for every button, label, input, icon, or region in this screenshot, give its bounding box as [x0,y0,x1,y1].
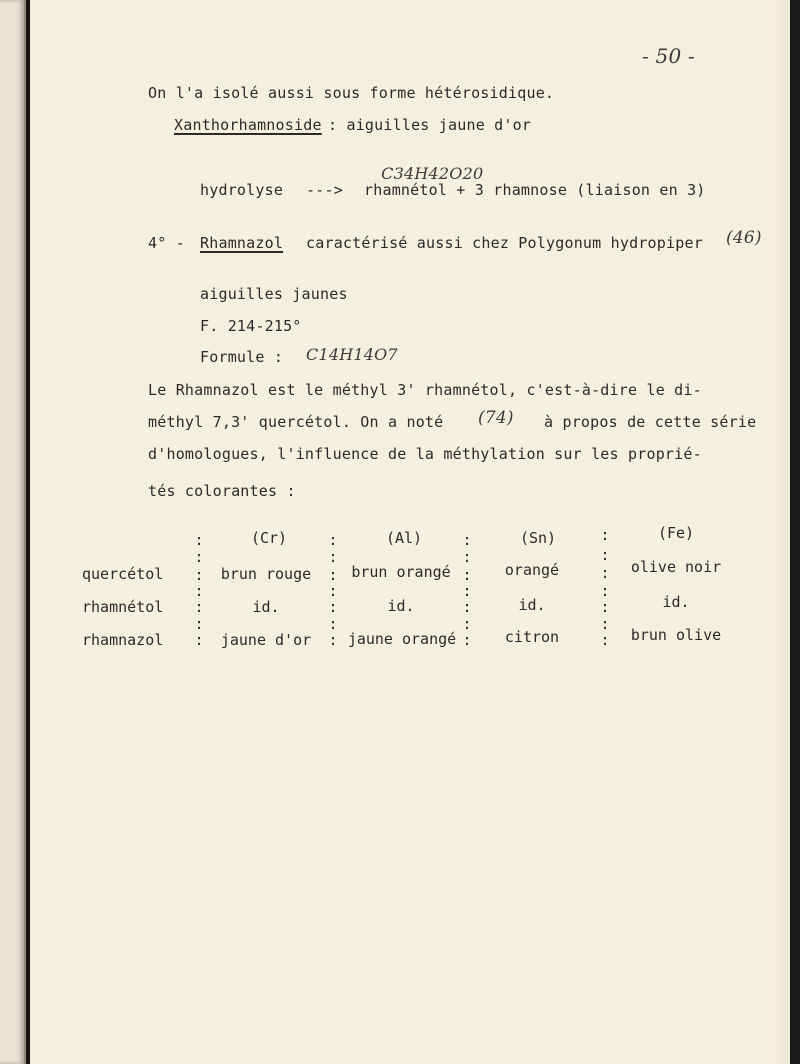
xanthorhamnoside-description: : aiguilles jaune d'or [328,116,532,134]
document-page: - 50 - On l'a isolé aussi sous forme hétérosidique. Xanthorhamnoside : aiguilles jaune d'or C34H42O20 hydrolyse ---> rhamnétol + 3 rhamnose (liaison en 3) 4° - Rhamnazol caractérisé aussi chez Polygonum hydropiper (46) aiguilles jaunes F. 214-215° Formule : C14H14O7 Le Rhamnazol est le méthyl 3' rhamnétol, c'est-à-dire le di- méthyl 7,3' quercétol. On a noté (74) à propos de cette série d'homologues, l'influence de la méthylation sur les proprié- tés colorantes : (Cr) (Al) (Sn) (Fe) : : : : : : : : : : : : : : : : : : : : : : : : : : : : quercétol brun rouge brun orangé orangé olive noir rhamnétol id. id. id. id. rhamnazol jaune d'or jaune orangé citron brun olive [30,0,790,1064]
table-header-al: (Al) [385,529,423,547]
reference-74: (74) [478,408,514,428]
rhamnazol-name: Rhamnazol [200,234,284,252]
item-4-prefix: 4° - [148,234,185,252]
table-header-cr: (Cr) [250,529,288,547]
paragraph-line-4: tés colorantes : [148,482,296,500]
fusion-point: F. 214-215° [200,317,302,335]
aiguilles-jaunes: aiguilles jaunes [200,285,348,303]
table-header-fe: (Fe) [657,524,695,542]
cell-quercetol-sn: orangé [504,561,560,579]
cell-quercetol-fe: olive noir [630,558,722,576]
page-number: - 50 - [642,44,695,68]
row-label-rhamnazol: rhamnazol [82,631,164,649]
cell-rhamnazol-al: jaune orangé [347,630,457,648]
formula-rhamnazol: C14H14O7 [306,345,398,364]
cell-rhamnazol-fe: brun olive [630,626,722,644]
cell-quercetol-al: brun orangé [351,563,451,581]
rhamnazol-description: caractérisé aussi chez Polygonum hydropiper [306,234,703,252]
paragraph-line-2b: à propos de cette série [544,413,757,431]
cell-rhamnetol-fe: id. [662,593,690,611]
intro-line: On l'a isolé aussi sous forme hétérosidique. [148,84,555,102]
row-label-quercetol: quercétol [82,565,164,583]
paragraph-line-3: d'homologues, l'influence de la méthylation sur les proprié- [148,445,702,463]
cell-quercetol-cr: brun rouge [220,565,312,583]
hydrolyse-result: rhamnétol + 3 rhamnose (liaison en 3) [364,181,706,199]
hydrolyse-label: hydrolyse [200,181,284,199]
page-edge-shadow [772,0,790,1064]
table-header-sn: (Sn) [519,529,557,547]
cell-rhamnetol-al: id. [387,597,415,615]
xanthorhamnoside-name: Xanthorhamnoside [174,116,322,134]
cell-rhamnetol-cr: id. [252,598,280,616]
cell-rhamnetol-sn: id. [518,596,546,614]
paragraph-line-1: Le Rhamnazol est le méthyl 3' rhamnétol, c'est-à-dire le di- [148,381,702,399]
paragraph-line-2a: méthyl 7,3' quercétol. On a noté [148,413,444,431]
row-label-rhamnetol: rhamnétol [82,598,164,616]
reference-46: (46) [726,228,762,248]
cell-rhamnazol-sn: citron [504,628,560,646]
hydrolyse-arrow: ---> [306,181,343,199]
formule-label: Formule : [200,348,284,366]
cell-rhamnazol-cr: jaune d'or [220,631,312,649]
formula-text: C34H42O20 [381,164,484,183]
binding-edge [0,0,26,1064]
